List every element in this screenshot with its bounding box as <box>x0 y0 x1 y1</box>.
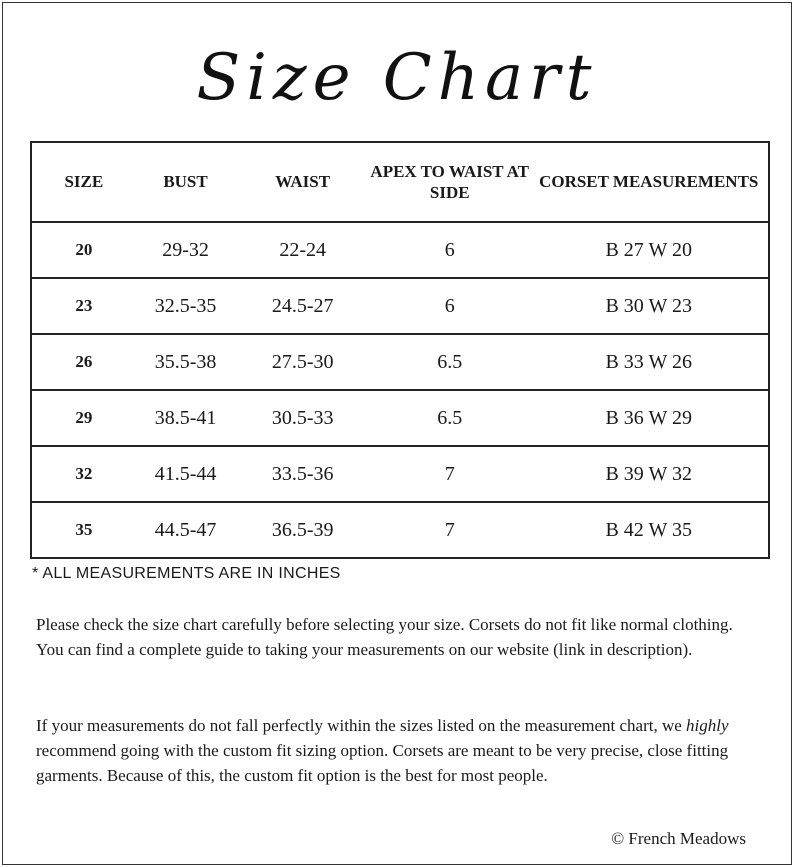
apex-cell: 7 <box>370 446 529 502</box>
size-cell: 35 <box>75 520 93 539</box>
header-size: SIZE <box>31 142 136 222</box>
units-note: * ALL MEASUREMENTS ARE IN INCHES <box>32 565 341 582</box>
title-area <box>0 18 794 138</box>
size-cell: 29 <box>31 390 136 446</box>
apex-cell: 6 <box>370 222 529 278</box>
waist-cell: 33.5-36 <box>235 446 370 502</box>
table-row <box>31 390 769 446</box>
apex-cell: 6.5 <box>370 390 529 446</box>
table-row <box>31 502 769 558</box>
size-table <box>30 141 770 559</box>
bust-cell: 35.5-38 <box>136 334 236 390</box>
waist-cell: 36.5-39 <box>271 518 334 541</box>
apex-cell: 6 <box>370 278 529 334</box>
corset-cell: B 42 W 35 <box>605 518 692 541</box>
size-cell: 23 <box>31 278 136 334</box>
header-apex: APEX TO WAIST AT SIDE <box>370 142 529 222</box>
size-cell: 20 <box>31 222 136 278</box>
copyright-notice: © French Meadows <box>611 829 746 848</box>
corset-cell: B 36 W 29 <box>529 390 769 446</box>
custom-fit-text-start: If your measurements do not fall perfectly within the sizes listed on the measurement chart, we <box>36 716 687 735</box>
header-bust: BUST <box>136 142 236 222</box>
header-row <box>31 142 769 222</box>
table-row <box>31 222 769 278</box>
apex-cell: 6.5 <box>370 334 529 390</box>
header-waist: WAIST <box>235 142 370 222</box>
corset-cell: B 27 W 20 <box>529 222 769 278</box>
apex-cell: 7 <box>444 518 455 541</box>
size-cell: 26 <box>31 334 136 390</box>
bust-cell: 41.5-44 <box>136 446 236 502</box>
custom-fit-text-end: recommend going with the custom fit sizing option. Corsets are meant to be very precise, close fitting garments. Because of this, the custom fit option is the best for most people. <box>36 741 729 785</box>
header-corset: CORSET MEASUREMENTS <box>529 142 769 222</box>
waist-cell: 27.5-30 <box>235 334 370 390</box>
bust-cell: 32.5-35 <box>136 278 236 334</box>
waist-cell: 22-24 <box>235 222 370 278</box>
emphasis-text: highly <box>686 716 729 735</box>
bust-cell: 29-32 <box>136 222 236 278</box>
table-row <box>31 278 769 334</box>
waist-cell: 30.5-33 <box>235 390 370 446</box>
bust-cell: 44.5-47 <box>154 518 217 541</box>
corset-cell: B 39 W 32 <box>529 446 769 502</box>
custom-fit-paragraph <box>36 713 758 788</box>
page-title: Size Chart <box>196 41 598 115</box>
corset-cell: B 33 W 26 <box>529 334 769 390</box>
table-row <box>31 334 769 390</box>
waist-cell: 24.5-27 <box>235 278 370 334</box>
fit-instructions-paragraph: Please check the size chart carefully before selecting your size. Corsets do not fit like normal clothing. You can find a complete guide to taking your measurements on our website (link in description). <box>36 615 733 659</box>
table-row <box>31 446 769 502</box>
corset-cell: B 30 W 23 <box>529 278 769 334</box>
size-cell: 32 <box>31 446 136 502</box>
bust-cell: 38.5-41 <box>136 390 236 446</box>
